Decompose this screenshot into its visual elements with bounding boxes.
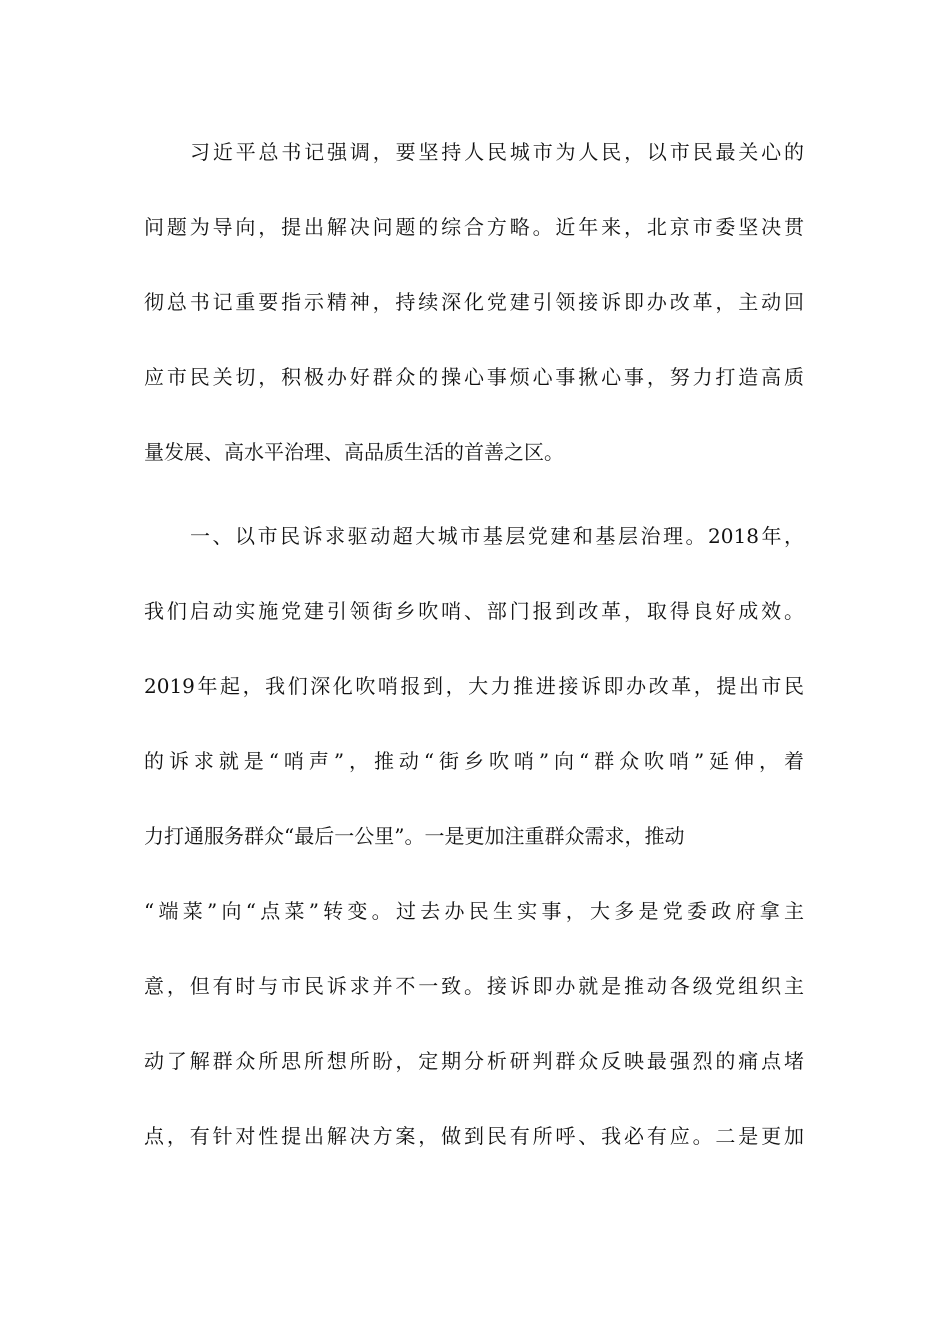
paragraph-2-line-1: 一、以市民诉求驱动超大城市基层党建和基层治理。2018年， — [190, 524, 804, 548]
paragraph-2-line-6: “端菜”向“点菜”转变。过去办民生实事，大多是党委政府拿主 — [144, 899, 804, 923]
paragraph-1-line-2: 问题为导向，提出解决问题的综合方略。近年来，北京市委坚决贯 — [144, 215, 804, 239]
paragraph-2-line-2: 我们启动实施党建引领街乡吹哨、部门报到改革，取得良好成效。 — [144, 599, 804, 623]
paragraph-2-line-3: 2019年起，我们深化吹哨报到，大力推进接诉即办改革，提出市民 — [144, 674, 804, 698]
paragraph-2-line-7: 意，但有时与市民诉求并不一致。接诉即办就是推动各级党组织主 — [144, 974, 804, 998]
paragraph-2-line-5: 力打通服务群众“最后一公里”。一是更加注重群众需求，推动 — [144, 824, 685, 848]
paragraph-2-line-4: 的诉求就是“哨声”，推动“街乡吹哨”向“群众吹哨”延伸，着 — [144, 749, 804, 773]
paragraph-2-line-8: 动了解群众所思所想所盼，定期分析研判群众反映最强烈的痛点堵 — [144, 1049, 804, 1073]
paragraph-1-line-3: 彻总书记重要指示精神，持续深化党建引领接诉即办改革，主动回 — [144, 290, 804, 314]
paragraph-1-line-1: 习近平总书记强调，要坚持人民城市为人民，以市民最关心的 — [190, 140, 804, 164]
paragraph-1-line-4: 应市民关切，积极办好群众的操心事烦心事揪心事，努力打造高质 — [144, 365, 804, 389]
paragraph-2-line-9: 点，有针对性提出解决方案，做到民有所呼、我必有应。二是更加 — [144, 1124, 804, 1148]
paragraph-1-line-5: 量发展、高水平治理、高品质生活的首善之区。 — [144, 440, 564, 464]
